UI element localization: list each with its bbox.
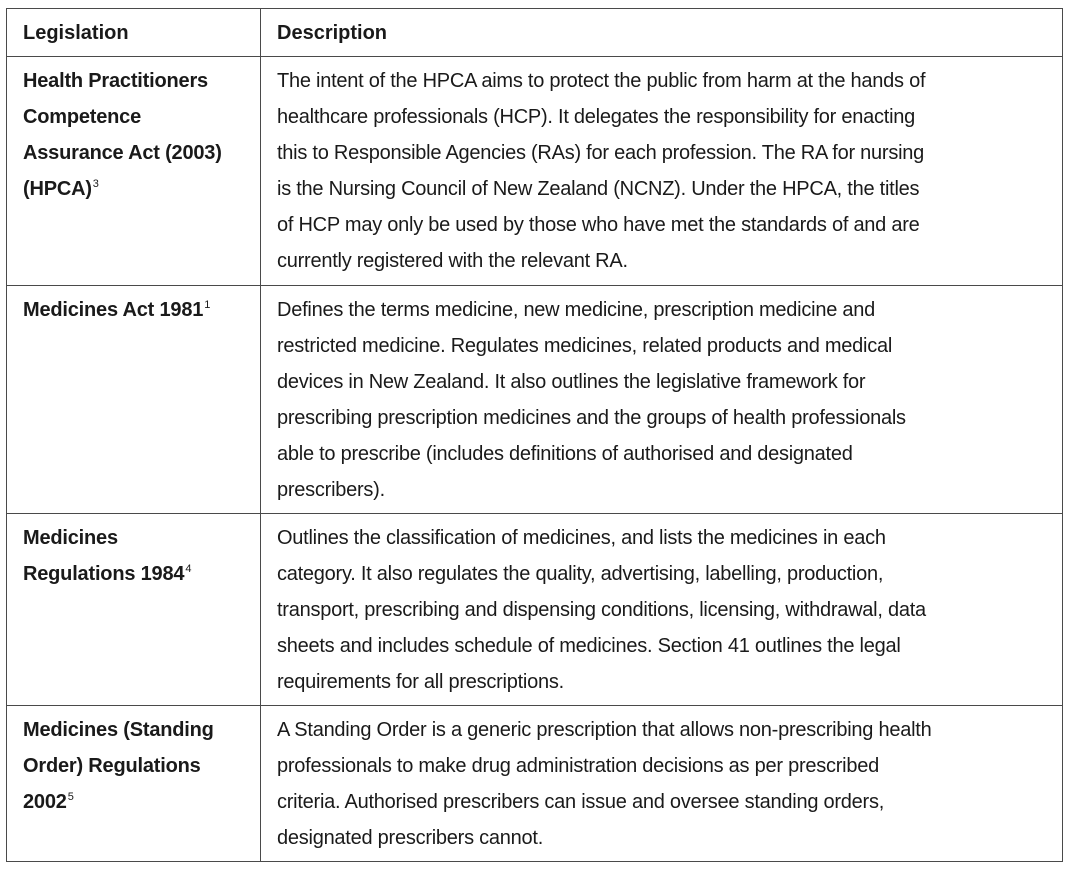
description-cell xyxy=(261,286,1063,514)
legislation-line-last xyxy=(23,784,246,820)
legislation-line-text: Regulations 1984 xyxy=(23,563,185,585)
table-row xyxy=(7,57,1063,286)
legislation-line-last xyxy=(23,556,246,592)
legislation-line-text: 2002 xyxy=(23,791,67,813)
footnote-reference: 5 xyxy=(67,791,74,803)
legislation-line-last xyxy=(23,292,246,328)
description-line: professionals to make drug administration decisions as per prescribed xyxy=(277,755,879,777)
description-cell xyxy=(261,706,1063,862)
description-line: Outlines the classification of medicines, and lists the medicines in each xyxy=(277,527,886,549)
legislation-line-text: Medicines Act 1981 xyxy=(23,299,204,321)
header-description: Description xyxy=(261,9,1063,57)
description-cell xyxy=(261,57,1063,286)
description-cell xyxy=(261,514,1063,706)
description-line: currently registered with the relevant RA. xyxy=(277,250,628,272)
description-line: transport, prescribing and dispensing conditions, licensing, withdrawal, data xyxy=(277,599,926,621)
table-row xyxy=(7,706,1063,862)
description-line: is the Nursing Council of New Zealand (NCNZ). Under the HPCA, the titles xyxy=(277,178,920,200)
table-row xyxy=(7,286,1063,514)
legislation-line-last xyxy=(23,171,246,207)
legislation-line: Order) Regulations xyxy=(23,755,201,777)
description-line: prescribers). xyxy=(277,479,385,501)
description-line: this to Responsible Agencies (RAs) for each profession. The RA for nursing xyxy=(277,142,925,164)
legislation-line: Competence xyxy=(23,106,142,128)
table-header-row xyxy=(7,9,1063,57)
footnote-reference: 3 xyxy=(92,178,99,190)
legislation-cell xyxy=(7,514,261,706)
description-line: restricted medicine. Regulates medicines, related products and medical xyxy=(277,335,893,357)
description-line: designated prescribers cannot. xyxy=(277,827,543,849)
description-line: category. It also regulates the quality, advertising, labelling, production, xyxy=(277,563,884,585)
legislation-cell xyxy=(7,286,261,514)
footnote-reference: 4 xyxy=(185,563,192,575)
legislation-line: Health Practitioners xyxy=(23,70,208,92)
header-legislation: Legislation xyxy=(7,9,261,57)
description-line: devices in New Zealand. It also outlines the legislative framework for xyxy=(277,371,866,393)
description-line: The intent of the HPCA aims to protect the public from harm at the hands of xyxy=(277,70,926,92)
legislation-line: Assurance Act (2003) xyxy=(23,142,222,164)
table-row xyxy=(7,514,1063,706)
description-line: A Standing Order is a generic prescription that allows non-prescribing health xyxy=(277,719,932,741)
legislation-table xyxy=(6,8,1063,862)
description-line: of HCP may only be used by those who have met the standards of and are xyxy=(277,214,920,236)
description-line: Defines the terms medicine, new medicine, prescription medicine and xyxy=(277,299,875,321)
description-line: requirements for all prescriptions. xyxy=(277,671,564,693)
description-line: healthcare professionals (HCP). It delegates the responsibility for enacting xyxy=(277,106,916,128)
legislation-line: Medicines xyxy=(23,527,118,549)
legislation-line: Medicines (Standing xyxy=(23,719,214,741)
description-line: prescribing prescription medicines and the groups of health professionals xyxy=(277,407,906,429)
description-line: sheets and includes schedule of medicines. Section 41 outlines the legal xyxy=(277,635,901,657)
description-line: able to prescribe (includes definitions of authorised and designated xyxy=(277,443,853,465)
legislation-cell xyxy=(7,57,261,286)
footnote-reference: 1 xyxy=(204,299,211,311)
legislation-line-text: (HPCA) xyxy=(23,178,92,200)
description-line: criteria. Authorised prescribers can issue and oversee standing orders, xyxy=(277,791,885,813)
legislation-cell xyxy=(7,706,261,862)
